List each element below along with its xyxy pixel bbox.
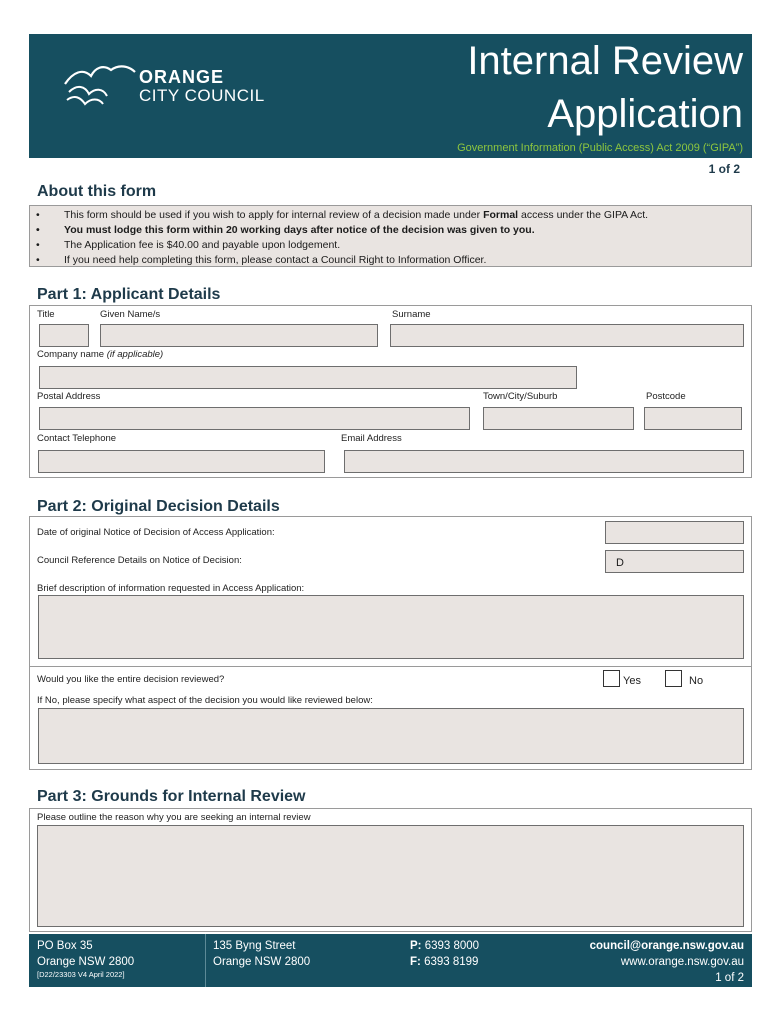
postcode-field[interactable] [644, 407, 742, 430]
about-bullet-1-bold: Formal [483, 209, 519, 221]
header-banner [29, 34, 752, 158]
footer [29, 934, 752, 987]
council-reference-label: Council Reference Details on Notice of Decision: [37, 555, 242, 566]
entire-review-label: Would you like the entire decision reviewed? [37, 674, 225, 685]
logo-city-council-text: CITY COUNCIL [139, 86, 265, 105]
given-name-label: Given Name/s [100, 309, 161, 320]
title-label: Title [37, 309, 55, 320]
council-reference-value: D [616, 557, 624, 569]
footer-phone-prefix: P: [410, 940, 422, 952]
company-label-note: (if applicable) [106, 349, 164, 360]
footer-website-link[interactable]: www.orange.nsw.gov.au [620, 956, 744, 968]
date-of-decision-field[interactable] [605, 521, 744, 544]
part2-heading: Part 2: Original Decision Details [37, 498, 280, 515]
footer-city: Orange NSW 2800 [37, 956, 135, 968]
part2-section [29, 516, 752, 770]
about-bullet-4: • If you need help completing this form, please contact a Council Right to Information Officer. [36, 253, 751, 268]
yes-label: Yes [623, 675, 641, 687]
footer-fax-number: 6393 8199 [424, 956, 479, 968]
council-reference-field[interactable] [605, 550, 744, 573]
about-bullet-1-end: access under the GIPA Act. [518, 209, 649, 221]
postal-address-label: Postal Address [37, 391, 101, 402]
email-field[interactable] [344, 450, 744, 473]
reason-label: Please outline the reason why you are seeking an internal review [37, 812, 311, 823]
footer-email-link[interactable]: council@orange.nsw.gov.au [589, 940, 744, 952]
company-label-text: Company name [37, 349, 105, 360]
council-logo [59, 54, 289, 114]
contact-telephone-field[interactable] [38, 450, 325, 473]
part2-divider [30, 666, 751, 667]
date-of-decision-label: Date of original Notice of Decision of Access Application: [37, 527, 275, 538]
footer-postal [37, 938, 134, 980]
email-label: Email Address [341, 433, 402, 444]
part1-section [29, 305, 752, 478]
town-field[interactable] [483, 407, 634, 430]
postal-address-field[interactable] [39, 407, 470, 430]
footer-fax-prefix: F: [410, 956, 421, 968]
aspect-field[interactable] [38, 708, 744, 764]
part1-heading: Part 1: Applicant Details [37, 286, 221, 303]
footer-doc-ref: [D22/23303 V4 April 2022] [37, 970, 125, 979]
footer-page: 1 of 2 [715, 972, 744, 984]
about-bullet-3: • The Application fee is $40.00 and payable upon lodgement. [36, 238, 751, 253]
description-field[interactable] [38, 595, 744, 659]
footer-street-line: 135 Byng Street [213, 940, 296, 952]
about-info-box [29, 205, 752, 267]
footer-street-city: Orange NSW 2800 [213, 956, 311, 968]
footer-divider-1 [205, 934, 206, 987]
no-checkbox[interactable] [665, 670, 682, 687]
postcode-label: Postcode [646, 391, 686, 402]
about-bullet-list [30, 206, 751, 268]
title-field[interactable] [39, 324, 89, 347]
form-title-line2: Application [547, 92, 743, 136]
footer-street [213, 938, 310, 970]
footer-fax [410, 954, 479, 970]
surname-label: Surname [392, 309, 431, 320]
town-label: Town/City/Suburb [483, 391, 558, 402]
part3-heading: Part 3: Grounds for Internal Review [37, 788, 306, 805]
no-label: No [689, 675, 704, 687]
about-bullet-1-text: This form should be used if you wish to apply for internal review of a decision made under [64, 209, 484, 221]
about-bullet-1 [36, 208, 751, 223]
about-heading: About this form [37, 183, 157, 200]
orange-city-council-logo-icon [59, 54, 139, 114]
reason-field[interactable] [37, 825, 744, 927]
company-label [37, 349, 163, 360]
form-title-line1: Internal Review [467, 39, 743, 83]
aspect-label: If No, please specify what aspect of the decision you would like reviewed below: [37, 695, 373, 706]
footer-contact [410, 938, 479, 970]
footer-po-box: PO Box 35 [37, 940, 93, 952]
logo-orange-text: ORANGE [139, 67, 225, 87]
part3-section [29, 808, 752, 932]
contact-telephone-label: Contact Telephone [37, 433, 117, 444]
surname-field[interactable] [390, 324, 744, 347]
footer-phone-number: 6393 8000 [424, 940, 480, 952]
given-name-field[interactable] [100, 324, 378, 347]
description-label: Brief description of information requested in Access Application: [37, 583, 305, 594]
yes-checkbox[interactable] [603, 670, 620, 687]
page-indicator: 1 of 2 [708, 162, 740, 176]
footer-online [590, 938, 744, 986]
company-name-field[interactable] [39, 366, 577, 389]
footer-phone [410, 938, 479, 954]
act-subtitle: Government Information (Public Access) Act 2009 (“GIPA”) [457, 142, 743, 154]
about-bullet-2: • You must lodge this form within 20 working days after notice of the decision was given to you. [36, 223, 751, 238]
